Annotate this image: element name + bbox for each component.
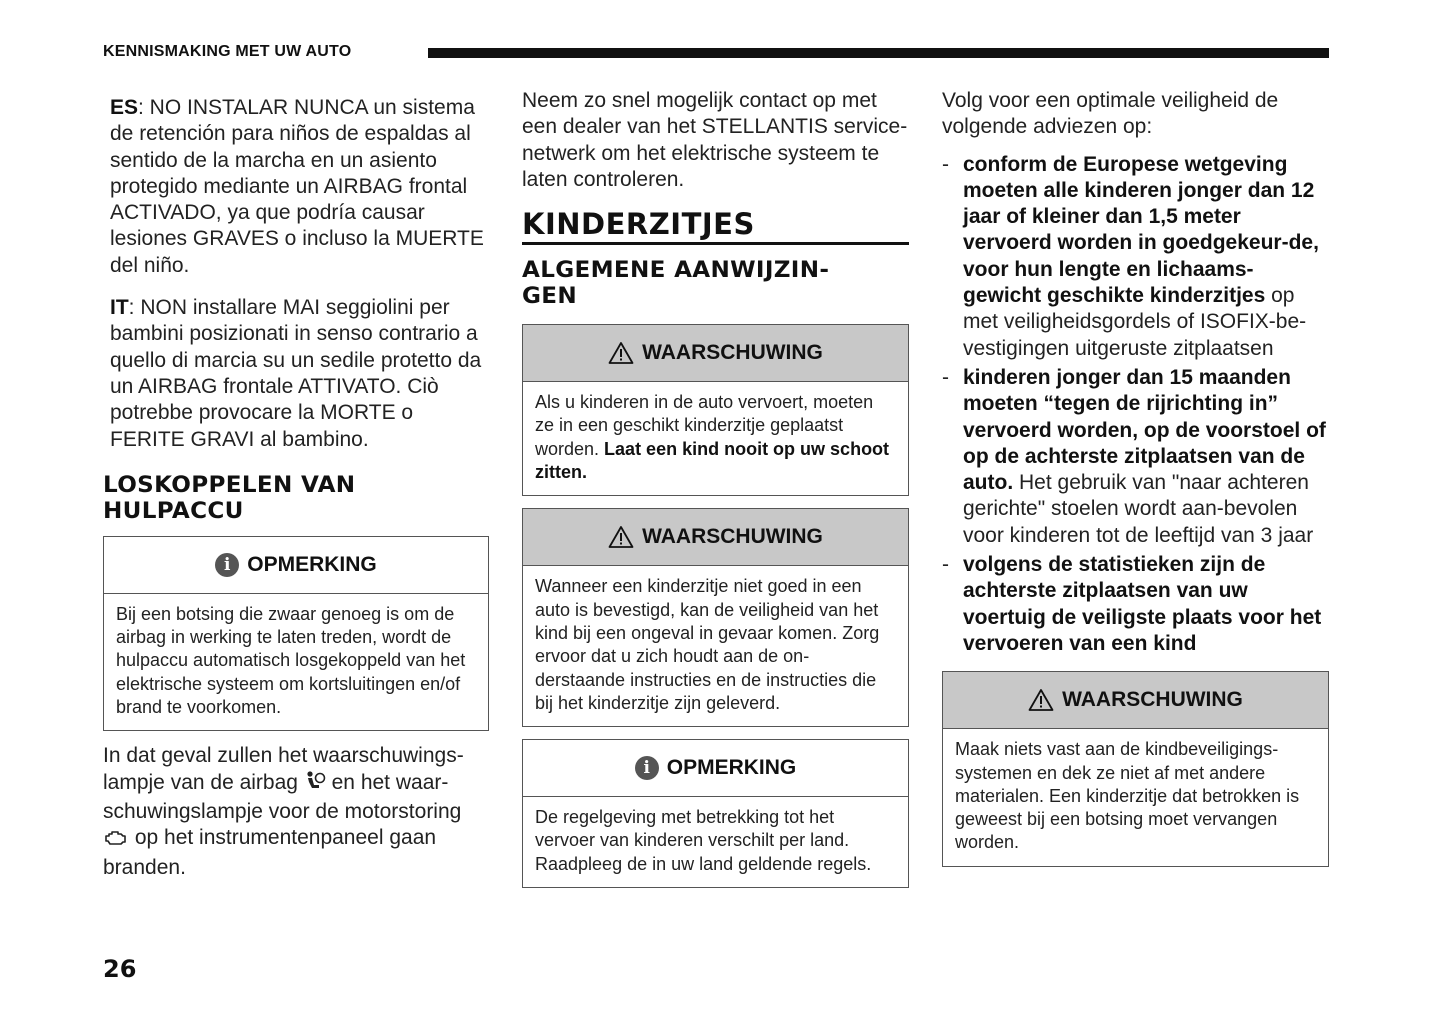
column-3: [942, 86, 1329, 867]
header-bar: [428, 48, 1329, 58]
warning-title: WAARSCHUWING: [642, 525, 823, 549]
warning-lights-paragraph: [103, 743, 489, 880]
warning-triangle-icon: [1028, 688, 1054, 712]
bullet-text: op met veiligheidsgordels of ISOFIX-be-vestigingen uitgeruste zitplaatsen: [963, 284, 1307, 360]
note-title: OPMERKING: [247, 552, 377, 576]
list-item: [942, 552, 1329, 657]
list-item: [942, 365, 1329, 549]
warning-title: WAARSCHUWING: [642, 341, 823, 365]
warning-triangle-icon: [608, 525, 634, 549]
it-text: : NON installare MAI seggiolini per bambini posizionati in senso contrario a quello di marcia su un sedile protetto da un AIRBAG frontale ATTIVATO. Ciò potrebbe provocare la MORTE o FERITE GRAVI al bambino.: [110, 296, 482, 451]
note-text: De regelgeving met betrekking tot het vervoer van kinderen verschilt per land. Raadpleeg de in uw land geldende regels.: [535, 807, 872, 874]
warning-box-2: [522, 508, 909, 727]
bullet-text: Het gebruik van "naar achteren gerichte" stoelen wordt aan-bevolen voor kinderen tot de leeftijd van 3 jaar: [963, 471, 1314, 547]
note-box-regulations: [522, 739, 909, 888]
engine-failure-icon: [103, 828, 129, 854]
bullet-bold: conform de Europese wetgeving moeten alle kinderen jonger dan 12 jaar of kleiner dan 1,5 meter vervoerd worden in goedgekeur-de, voor hun lengte en lichaams-gewicht geschikte kinderzitjes: [963, 152, 1319, 308]
list-item: [942, 152, 1329, 362]
airbag-warning-icon: [304, 770, 326, 799]
info-icon: i: [635, 756, 659, 780]
note-box-hulpaccu: [103, 536, 489, 731]
column-1: [103, 86, 489, 881]
warning-text: Maak niets vast aan de kindbeveiligings-systemen en dek ze niet af met andere materialen. Een kinderzitje dat betrokken is geweest bij een botsing moet vervangen worden.: [955, 739, 1300, 853]
warning-text-bold: Laat een kind nooit op uw schoot zitten.: [535, 438, 890, 483]
bullet-bold: kinderen jonger dan 15 maanden moeten “tegen de rijrichting in” vervoerd worden, op de voorstoel of op de achterste zitplaatsen van de auto.: [963, 365, 1326, 495]
es-paragraph: [103, 95, 489, 279]
subheading: [522, 258, 909, 310]
it-label: IT: [110, 296, 129, 320]
es-label: ES: [110, 96, 139, 119]
note-box-header: [104, 537, 488, 594]
warning-box-3: [942, 671, 1329, 866]
column-2: [522, 86, 909, 888]
para-part-2: en het waar-schuwingslampje voor de motorstoring: [103, 770, 462, 823]
heading-line-1: LOSKOPPELEN VAN: [103, 472, 356, 498]
warning-box-header: [943, 672, 1328, 729]
warning-text: [523, 382, 908, 495]
info-icon: i: [215, 553, 239, 577]
para-part-3: op het instrumentenpaneel gaan branden.: [103, 826, 437, 879]
col2-intro: Neem zo snel mogelijk contact op met een dealer van het STELLANTIS service-netwerk om het elektrische systeem te laten controleren.: [522, 89, 908, 191]
warning-title: WAARSCHUWING: [1062, 688, 1243, 712]
kinderzitjes-heading: KINDERZITJES: [522, 207, 909, 245]
section-heading-hulpaccu: [103, 473, 489, 525]
col3-intro: Volg voor een optimale veiligheid de volgende adviezen op:: [942, 89, 1279, 139]
note-text: Bij een botsing die zwaar genoeg is om de airbag in werking te laten treden, wordt de hulpaccu automatisch losgekoppeld van het elektrische systeem om kortsluitingen en/of brand te voorkomen.: [116, 603, 466, 718]
it-paragraph: [103, 295, 489, 453]
warning-text: Wanneer een kinderzitje niet goed in een auto is bevestigd, kan de veiligheid van het kind bij een ongeval in gevaar komen. Zorg ervoor dat u zich houdt aan de on-derstaande instructies en de instructies die bij het kinderzitje zijn geleverd.: [535, 576, 880, 713]
bullet-bold: volgens de statistieken zijn de achterste zitplaatsen van uw voertuig de veiligste plaats voor het vervoeren van een kind: [963, 553, 1322, 655]
advice-list: [942, 152, 1329, 658]
note-box-header: [523, 740, 908, 797]
warning-box-header: [523, 509, 908, 566]
warning-box-header: [523, 325, 908, 382]
header-title: KENNISMAKING MET UW AUTO: [103, 43, 352, 60]
subheading-line-2: GEN: [522, 284, 578, 310]
warning-triangle-icon: [608, 341, 634, 365]
para-part-1: In dat geval zullen het waarschuwings-lampje van de airbag: [103, 744, 464, 794]
warning-text-plain: Als u kinderen in de auto vervoert, moeten ze in een geschikt kinderzitje geplaatst worden.: [535, 392, 874, 459]
warning-box-1: [522, 324, 909, 496]
subheading-line-1: ALGEMENE AANWIJZIN-: [522, 258, 830, 284]
heading-line-2: HULPACCU: [103, 498, 244, 524]
note-title: OPMERKING: [666, 756, 797, 780]
page-number: 26: [103, 955, 137, 983]
es-text: : NO INSTALAR NUNCA un sistema de retención para niños de espaldas al sentido de la marcha en un asiento protegido mediante un AIRBAG frontal ACTIVADO, ya que podría causar lesiones GRAVES o incluso la MUERTE del niño.: [110, 96, 484, 277]
